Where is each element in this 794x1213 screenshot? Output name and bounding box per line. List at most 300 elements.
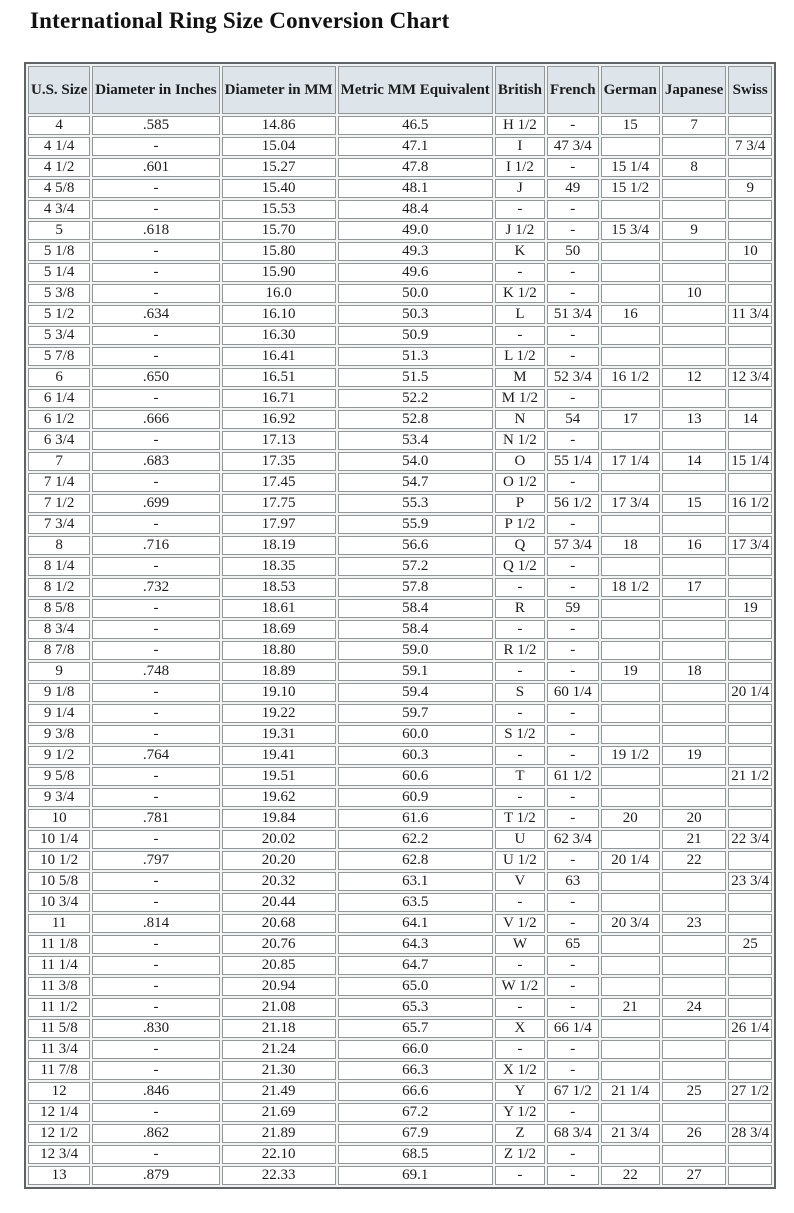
column-header-french: French — [547, 66, 599, 114]
table-cell: 28 3/4 — [728, 1124, 772, 1143]
table-cell: - — [547, 1145, 599, 1164]
table-cell: 64.7 — [338, 956, 493, 975]
table-row — [28, 137, 772, 156]
table-cell: 59.0 — [338, 641, 493, 660]
table-cell — [601, 1040, 660, 1059]
table-cell: 21 3/4 — [601, 1124, 660, 1143]
table-cell — [728, 956, 772, 975]
table-cell: - — [547, 347, 599, 366]
table-cell: 48.4 — [338, 200, 493, 219]
table-cell: 22 — [662, 851, 726, 870]
table-cell: - — [547, 116, 599, 135]
table-cell: 55.3 — [338, 494, 493, 513]
table-cell: V 1/2 — [495, 914, 545, 933]
table-cell: 11 1/8 — [28, 935, 90, 954]
table-cell — [662, 200, 726, 219]
table-cell: 21.24 — [222, 1040, 336, 1059]
table-cell: 21 — [601, 998, 660, 1017]
table-cell: 11 3/4 — [728, 305, 772, 324]
table-cell: 5 1/8 — [28, 242, 90, 261]
table-cell: - — [92, 137, 219, 156]
table-cell: - — [547, 431, 599, 450]
table-cell: W 1/2 — [495, 977, 545, 996]
table-cell — [601, 935, 660, 954]
table-cell — [728, 620, 772, 639]
table-cell: 59.7 — [338, 704, 493, 723]
table-cell: 7 3/4 — [728, 137, 772, 156]
table-cell: 22.10 — [222, 1145, 336, 1164]
table-cell: 16 1/2 — [601, 368, 660, 387]
table-cell: N — [495, 410, 545, 429]
table-cell: 5 3/4 — [28, 326, 90, 345]
table-cell: T 1/2 — [495, 809, 545, 828]
table-cell: 65.7 — [338, 1019, 493, 1038]
table-cell — [662, 305, 726, 324]
table-row — [28, 536, 772, 555]
table-cell — [728, 284, 772, 303]
table-cell: 9 — [28, 662, 90, 681]
table-cell: 12 3/4 — [28, 1145, 90, 1164]
table-cell: 21.69 — [222, 1103, 336, 1122]
table-cell — [662, 725, 726, 744]
table-cell: 22 3/4 — [728, 830, 772, 849]
table-cell: .846 — [92, 1082, 219, 1101]
table-row — [28, 221, 772, 240]
table-cell — [662, 872, 726, 891]
table-cell: .764 — [92, 746, 219, 765]
table-cell: 7 1/4 — [28, 473, 90, 492]
table-cell: - — [92, 704, 219, 723]
table-cell: 5 — [28, 221, 90, 240]
table-row — [28, 410, 772, 429]
table-cell: 12 — [662, 368, 726, 387]
table-cell — [601, 200, 660, 219]
table-cell — [728, 116, 772, 135]
table-cell: 17.13 — [222, 431, 336, 450]
table-cell: 13 — [28, 1166, 90, 1185]
table-cell: 15 3/4 — [601, 221, 660, 240]
table-cell: M 1/2 — [495, 389, 545, 408]
table-cell: - — [495, 893, 545, 912]
table-cell: 17 1/4 — [601, 452, 660, 471]
table-cell: 47.8 — [338, 158, 493, 177]
table-row — [28, 830, 772, 849]
table-cell: 15.80 — [222, 242, 336, 261]
table-cell: 17 3/4 — [728, 536, 772, 555]
table-cell: 7 1/2 — [28, 494, 90, 513]
table-cell: 17.45 — [222, 473, 336, 492]
table-cell: 22.33 — [222, 1166, 336, 1185]
table-cell: 9 — [728, 179, 772, 198]
table-cell: 15.53 — [222, 200, 336, 219]
table-cell: 65.0 — [338, 977, 493, 996]
table-cell: - — [92, 956, 219, 975]
table-cell: 49 — [547, 179, 599, 198]
table-cell: 63 — [547, 872, 599, 891]
table-cell: 20.94 — [222, 977, 336, 996]
table-cell: - — [547, 662, 599, 681]
table-cell — [601, 473, 660, 492]
table-cell: - — [495, 578, 545, 597]
table-cell: 16.51 — [222, 368, 336, 387]
table-body — [28, 116, 772, 1185]
table-row — [28, 998, 772, 1017]
table-cell — [601, 956, 660, 975]
table-cell: .699 — [92, 494, 219, 513]
table-cell: .781 — [92, 809, 219, 828]
table-cell: 66.3 — [338, 1061, 493, 1080]
table-row — [28, 116, 772, 135]
table-cell: 60.0 — [338, 725, 493, 744]
table-cell: 7 — [28, 452, 90, 471]
table-cell: 4 1/4 — [28, 137, 90, 156]
table-row — [28, 935, 772, 954]
table-cell: 12 3/4 — [728, 368, 772, 387]
table-cell: - — [547, 1103, 599, 1122]
table-cell — [601, 347, 660, 366]
table-cell: - — [547, 998, 599, 1017]
table-cell: R 1/2 — [495, 641, 545, 660]
table-cell — [662, 683, 726, 702]
table-cell: 66.0 — [338, 1040, 493, 1059]
table-cell: - — [547, 1166, 599, 1185]
table-cell: 25 — [728, 935, 772, 954]
table-cell: 62.2 — [338, 830, 493, 849]
table-cell: X — [495, 1019, 545, 1038]
table-cell: 19.41 — [222, 746, 336, 765]
table-cell: 4 — [28, 116, 90, 135]
table-cell: 46.5 — [338, 116, 493, 135]
table-cell: 60.9 — [338, 788, 493, 807]
table-cell: P 1/2 — [495, 515, 545, 534]
table-cell: 15 1/4 — [728, 452, 772, 471]
table-cell: 15 — [601, 116, 660, 135]
table-row — [28, 431, 772, 450]
table-cell — [662, 389, 726, 408]
table-cell — [728, 347, 772, 366]
table-cell: 20.44 — [222, 893, 336, 912]
table-cell: 8 5/8 — [28, 599, 90, 618]
table-cell: 21.08 — [222, 998, 336, 1017]
table-cell: - — [92, 242, 219, 261]
page-title: International Ring Size Conversion Chart — [30, 8, 450, 33]
table-cell: 9 3/8 — [28, 725, 90, 744]
column-header-japanese: Japanese — [662, 66, 726, 114]
table-cell — [662, 641, 726, 660]
table-cell: 16.41 — [222, 347, 336, 366]
table-cell: 58.4 — [338, 599, 493, 618]
table-cell — [728, 1103, 772, 1122]
table-cell: 60.6 — [338, 767, 493, 786]
table-cell: 8 7/8 — [28, 641, 90, 660]
table-cell — [601, 326, 660, 345]
table-cell: X 1/2 — [495, 1061, 545, 1080]
table-row — [28, 809, 772, 828]
table-cell: 19 1/2 — [601, 746, 660, 765]
table-header-row — [28, 66, 772, 114]
table-row — [28, 557, 772, 576]
table-cell — [601, 788, 660, 807]
table-cell: 50.3 — [338, 305, 493, 324]
table-cell: 47 3/4 — [547, 137, 599, 156]
table-cell: 54 — [547, 410, 599, 429]
table-cell: 23 — [662, 914, 726, 933]
column-header-german: German — [601, 66, 660, 114]
table-row — [28, 242, 772, 261]
table-row — [28, 746, 772, 765]
table-cell: 18.19 — [222, 536, 336, 555]
table-cell: 5 1/2 — [28, 305, 90, 324]
table-cell — [662, 935, 726, 954]
column-header-diameter-in-mm: Diameter in MM — [222, 66, 336, 114]
table-cell: 7 — [662, 116, 726, 135]
table-cell: 21 1/4 — [601, 1082, 660, 1101]
table-row — [28, 200, 772, 219]
table-cell: 18.69 — [222, 620, 336, 639]
table-row — [28, 683, 772, 702]
table-row — [28, 158, 772, 177]
table-cell: - — [547, 641, 599, 660]
table-cell: 69.1 — [338, 1166, 493, 1185]
table-cell: 6 1/4 — [28, 389, 90, 408]
table-cell: 8 1/4 — [28, 557, 90, 576]
table-cell — [728, 158, 772, 177]
table-cell: 49.0 — [338, 221, 493, 240]
table-cell: - — [495, 263, 545, 282]
table-cell — [601, 704, 660, 723]
table-cell: 15 1/4 — [601, 158, 660, 177]
table-cell — [601, 1145, 660, 1164]
table-cell — [728, 1040, 772, 1059]
table-cell: 16 — [601, 305, 660, 324]
table-cell: - — [547, 1061, 599, 1080]
table-cell — [728, 1061, 772, 1080]
table-cell: 10 — [662, 284, 726, 303]
table-cell: 10 — [28, 809, 90, 828]
table-cell: 15 1/2 — [601, 179, 660, 198]
table-cell: 59.4 — [338, 683, 493, 702]
table-cell: 15.04 — [222, 137, 336, 156]
table-cell: 20.68 — [222, 914, 336, 933]
table-cell: - — [92, 326, 219, 345]
table-cell: 50.0 — [338, 284, 493, 303]
table-cell: 20 — [662, 809, 726, 828]
table-cell: 49.6 — [338, 263, 493, 282]
table-cell: 67 1/2 — [547, 1082, 599, 1101]
table-cell: - — [547, 977, 599, 996]
table-cell: - — [547, 620, 599, 639]
table-cell: 20.76 — [222, 935, 336, 954]
table-cell: - — [495, 326, 545, 345]
table-cell: 64.1 — [338, 914, 493, 933]
table-cell: .650 — [92, 368, 219, 387]
table-cell — [728, 1145, 772, 1164]
table-cell: Q 1/2 — [495, 557, 545, 576]
table-cell: N 1/2 — [495, 431, 545, 450]
table-cell: 18 — [601, 536, 660, 555]
table-cell: .634 — [92, 305, 219, 324]
table-row — [28, 704, 772, 723]
table-cell — [728, 473, 772, 492]
table-cell: 55.9 — [338, 515, 493, 534]
table-cell: 15.90 — [222, 263, 336, 282]
table-cell: 5 1/4 — [28, 263, 90, 282]
table-cell: 20 1/4 — [728, 683, 772, 702]
table-row — [28, 872, 772, 891]
table-cell: P — [495, 494, 545, 513]
table-cell: 10 1/4 — [28, 830, 90, 849]
table-cell — [662, 347, 726, 366]
table-cell: 20.85 — [222, 956, 336, 975]
table-cell: .830 — [92, 1019, 219, 1038]
table-cell: 17 — [662, 578, 726, 597]
table-row — [28, 977, 772, 996]
table-cell — [728, 200, 772, 219]
column-header-swiss: Swiss — [728, 66, 772, 114]
table-cell: 17.97 — [222, 515, 336, 534]
table-row — [28, 326, 772, 345]
table-cell: 9 1/4 — [28, 704, 90, 723]
table-cell: 25 — [662, 1082, 726, 1101]
table-row — [28, 578, 772, 597]
table-cell: 51 3/4 — [547, 305, 599, 324]
table-cell: - — [92, 872, 219, 891]
table-cell: - — [92, 893, 219, 912]
table-cell: 5 7/8 — [28, 347, 90, 366]
table-cell: 11 5/8 — [28, 1019, 90, 1038]
table-cell: 18.89 — [222, 662, 336, 681]
table-row — [28, 473, 772, 492]
table-cell: Z — [495, 1124, 545, 1143]
table-cell: 9 — [662, 221, 726, 240]
table-cell: S 1/2 — [495, 725, 545, 744]
table-cell: - — [547, 956, 599, 975]
table-cell: 47.1 — [338, 137, 493, 156]
table-cell — [728, 998, 772, 1017]
table-cell: 18 1/2 — [601, 578, 660, 597]
table-row — [28, 1145, 772, 1164]
table-cell — [601, 641, 660, 660]
table-cell — [601, 893, 660, 912]
table-cell — [662, 956, 726, 975]
table-cell: 14.86 — [222, 116, 336, 135]
table-cell: 65.3 — [338, 998, 493, 1017]
table-cell: - — [547, 914, 599, 933]
table-cell — [662, 767, 726, 786]
table-cell — [728, 977, 772, 996]
table-cell: - — [547, 326, 599, 345]
table-cell — [601, 977, 660, 996]
table-row — [28, 914, 772, 933]
table-cell: 12 1/4 — [28, 1103, 90, 1122]
table-cell: 4 5/8 — [28, 179, 90, 198]
table-row — [28, 368, 772, 387]
table-cell — [601, 389, 660, 408]
table-cell: 12 1/2 — [28, 1124, 90, 1143]
table-cell: 20 3/4 — [601, 914, 660, 933]
table-cell: 63.1 — [338, 872, 493, 891]
table-cell: - — [92, 1061, 219, 1080]
table-cell: - — [495, 1166, 545, 1185]
table-cell — [728, 725, 772, 744]
table-cell: 54.0 — [338, 452, 493, 471]
column-header-u-s-size: U.S. Size — [28, 66, 90, 114]
table-cell: L 1/2 — [495, 347, 545, 366]
table-cell: 61 1/2 — [547, 767, 599, 786]
table-cell: 67.2 — [338, 1103, 493, 1122]
table-cell: - — [92, 1145, 219, 1164]
table-cell: - — [495, 956, 545, 975]
table-cell: K — [495, 242, 545, 261]
table-cell: 6 — [28, 368, 90, 387]
table-cell: - — [92, 1040, 219, 1059]
table-cell: 21 1/2 — [728, 767, 772, 786]
table-cell — [662, 1019, 726, 1038]
table-cell: 27 — [662, 1166, 726, 1185]
table-cell: I — [495, 137, 545, 156]
table-cell: 12 — [28, 1082, 90, 1101]
table-cell: 21 — [662, 830, 726, 849]
table-row — [28, 515, 772, 534]
table-row — [28, 389, 772, 408]
table-cell — [662, 704, 726, 723]
column-header-diameter-in-inches: Diameter in Inches — [92, 66, 219, 114]
table-cell: - — [92, 389, 219, 408]
table-cell: 56.6 — [338, 536, 493, 555]
table-row — [28, 1061, 772, 1080]
table-cell: 16.0 — [222, 284, 336, 303]
table-cell: - — [92, 998, 219, 1017]
table-cell: - — [547, 788, 599, 807]
table-cell: 65 — [547, 935, 599, 954]
table-row — [28, 1103, 772, 1122]
table-row — [28, 1082, 772, 1101]
table-cell: .683 — [92, 452, 219, 471]
table-cell: 57.2 — [338, 557, 493, 576]
table-cell: - — [547, 809, 599, 828]
table-cell: 9 1/8 — [28, 683, 90, 702]
table-cell — [662, 473, 726, 492]
table-cell: K 1/2 — [495, 284, 545, 303]
table-cell — [728, 1166, 772, 1185]
table-row — [28, 662, 772, 681]
table-cell: 18.80 — [222, 641, 336, 660]
table-cell: - — [92, 557, 219, 576]
table-cell: I 1/2 — [495, 158, 545, 177]
table-cell — [662, 326, 726, 345]
table-cell: T — [495, 767, 545, 786]
table-cell: 20.02 — [222, 830, 336, 849]
table-cell: 57 3/4 — [547, 536, 599, 555]
table-cell: J — [495, 179, 545, 198]
table-row — [28, 641, 772, 660]
table-cell — [662, 515, 726, 534]
table-cell — [662, 977, 726, 996]
table-cell: - — [547, 704, 599, 723]
table-cell: - — [495, 200, 545, 219]
table-cell — [662, 599, 726, 618]
table-cell: - — [495, 620, 545, 639]
table-cell: 19.51 — [222, 767, 336, 786]
table-cell: 21.30 — [222, 1061, 336, 1080]
table-cell: 19.10 — [222, 683, 336, 702]
table-cell — [662, 788, 726, 807]
table-cell: 19 — [728, 599, 772, 618]
table-cell: 26 — [662, 1124, 726, 1143]
table-cell: 8 1/2 — [28, 578, 90, 597]
table-cell — [662, 893, 726, 912]
table-cell: 16.30 — [222, 326, 336, 345]
